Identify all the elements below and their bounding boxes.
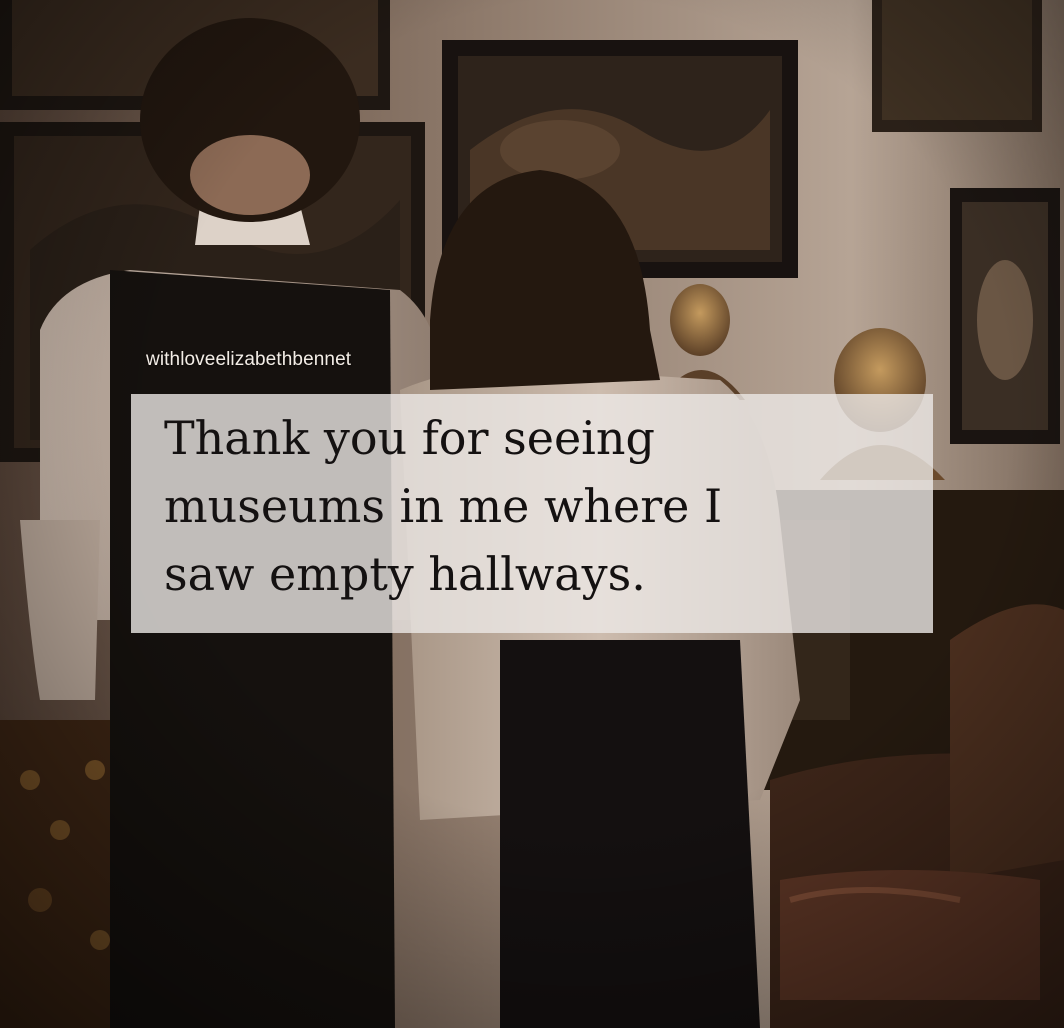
quote-line-2: museums in me where I bbox=[164, 479, 723, 533]
quote-line-3: saw empty hallways. bbox=[164, 547, 646, 601]
watermark-username: withloveelizabethbennet bbox=[146, 349, 352, 370]
quote-box bbox=[131, 394, 933, 633]
quote-line-1: Thank you for seeing bbox=[164, 411, 655, 465]
